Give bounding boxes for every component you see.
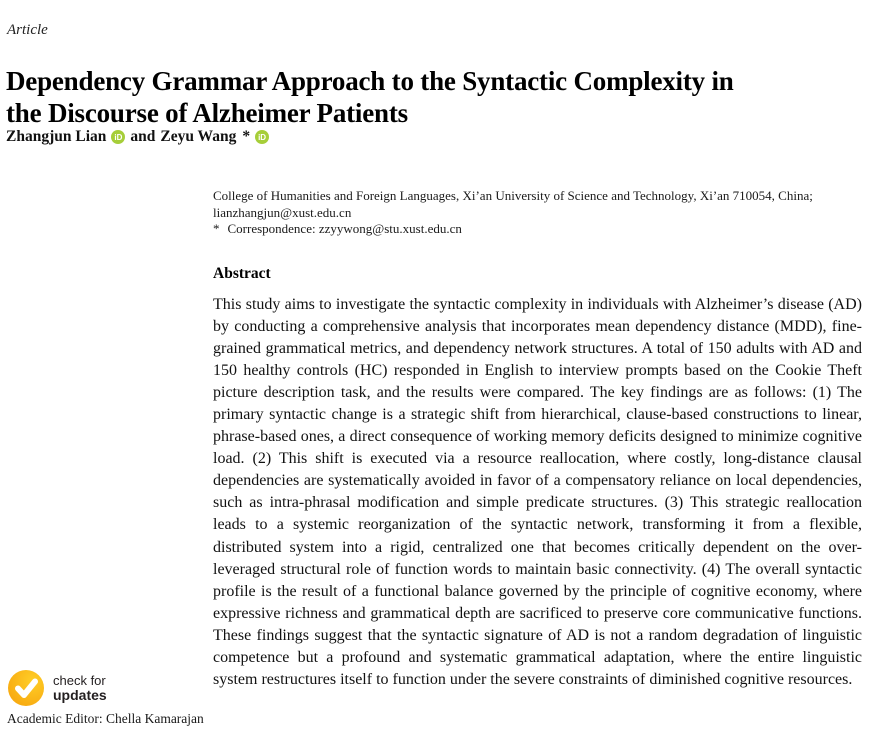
abstract-paragraph: This study aims to investigate the syntactic complexity in individuals with Alzheimer’s disease (AD) by conducting a comprehensive analysis that incorporates mean dependency distance (MDD), fine-grained grammatical metrics, and dependency network structures. A total of 150 adults with AD and 150 healthy controls (HC) responded in English to interview prompts based on the Cookie Theft picture description task, and the results were compared. The key findings are as follows: (1) The primary syntactic change is a strategic shift from hierarchical, clause-based constructions to linear, phrase-based ones, a direct consequence of working memory deficits designed to minimize cognitive load. (2) This shift is executed via a resource reallocation, where costly, long-distance clausal dependencies are systematically avoided in favor of a compensatory reliance on local dependencies, such as intra-phrasal modification and simple predicate structures. (3) This strategic reallocation leads to a systemic reorganization of the syntactic network, transforming it from a flexible, distributed system into a rigid, centralized one that becomes critically dependent on the over-leveraged structural role of function words to maintain basic connectivity. (4) The overall syntactic profile is the result of a functional balance governed by the principle of cognitive economy, where expressive richness and grammatical depth are sacrificed to preserve core communicative functions. These findings suggest that the syntactic signature of AD is not a random degradation of linguistic competence but a profound and systematic grammatical adaptation, where the entire linguistic system restructures itself to function under the severe constraints of diminished cognitive resources. (213, 295, 862, 689)
correspondence-marker: * (213, 221, 220, 236)
badge-line-2: updates (53, 687, 107, 703)
orcid-icon[interactable]: iD (111, 130, 125, 144)
abstract-heading: Abstract (213, 264, 271, 282)
correspondence-text: Correspondence: zzyywong@stu.xust.edu.cn (227, 221, 462, 236)
author-name-1: Zhangjun Lian (6, 128, 107, 145)
orcid-icon[interactable]: iD (255, 130, 269, 144)
article-type-label: Article (7, 22, 48, 38)
academic-editor-line: Academic Editor: Chella Kamarajan (7, 711, 204, 726)
check-icon (8, 670, 44, 706)
corresponding-author-marker: * (242, 128, 251, 145)
author-line (6, 128, 269, 146)
main-column (213, 188, 862, 691)
page-title (6, 65, 870, 129)
badge-line-1: check for (53, 673, 106, 688)
author-connector: and (130, 128, 156, 145)
check-for-updates-label (53, 673, 107, 703)
check-for-updates-badge[interactable] (8, 670, 107, 706)
title-line-2: the Discourse of Alzheimer Patients (6, 98, 408, 129)
correspondence-line (213, 221, 862, 238)
author-name-2: Zeyu Wang (160, 128, 237, 145)
title-line-1: Dependency Grammar Approach to the Syntactic Complexity in (6, 66, 734, 97)
affiliation-text: College of Humanities and Foreign Languages, Xi’an University of Science and Technology, Xi’an 710054, China; lianzhangjun@xust.edu.cn (213, 188, 813, 220)
